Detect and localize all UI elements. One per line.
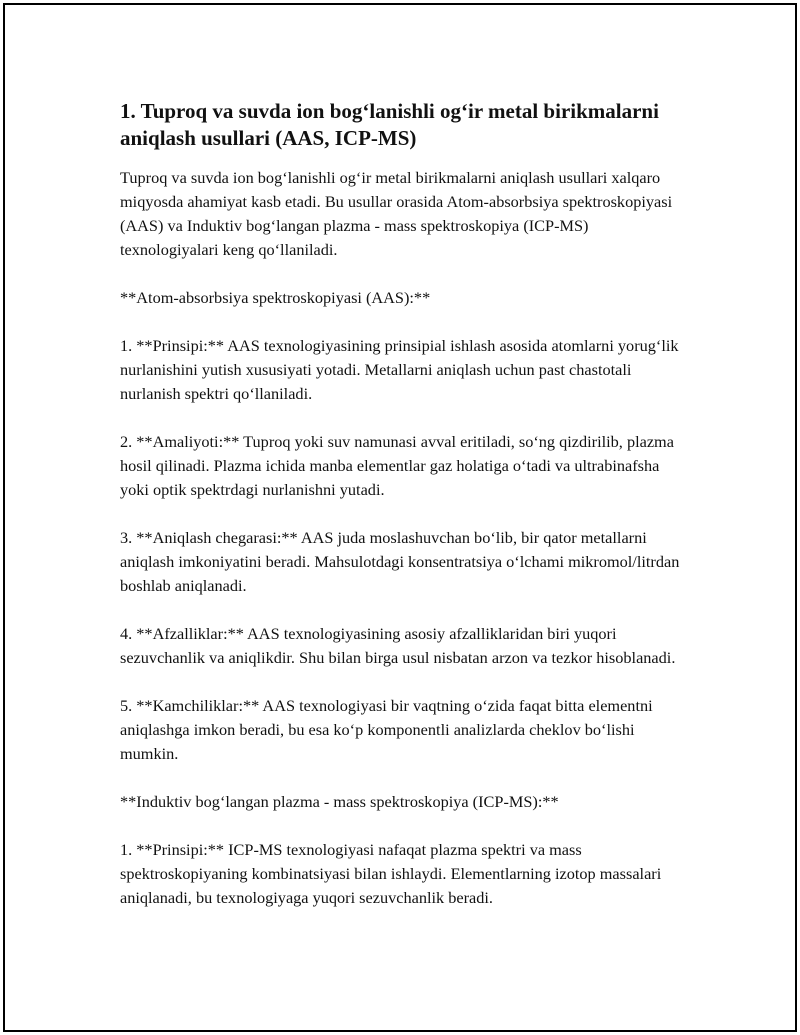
- document-title: 1. Tuproq va suvda ion bog‘lanishli og‘ir metal birikmalarni aniqlash usullari (AAS, ICP-MS): [120, 99, 659, 150]
- intro-paragraph: Tuproq va suvda ion bog‘lanishli og‘ir metal birikmalarni aniqlash usullari xalqaro miqyosda ahamiyat kasb etadi. Bu usullar orasida Atom-absorbsiya spektroskopiyasi (AAS) va Induktiv bog‘langan plazma - mass spektroskopiya (ICP-MS) texnologiyalari keng qo‘llaniladi.: [120, 168, 673, 259]
- aas-principle-paragraph: 1. **Prinsipi:** AAS texnologiyasining prinsipial ishlash asosida atomlarni yorug‘lik nurlanishini yutish xususiyati yotadi. Metallarni aniqlash uchun past chastotali nurlanish spektri qo‘llaniladi.: [120, 336, 679, 403]
- aas-detection-limit-paragraph: 3. **Aniqlash chegarasi:** AAS juda moslashuvchan bo‘lib, bir qator metallarni aniqlash imkoniyatini beradi. Mahsulotdagi konsentratsiya o‘lchami mikromol/litrdan boshlab aniqlanadi.: [120, 528, 680, 595]
- document-content: [120, 98, 680, 934]
- icpms-principle-paragraph: 1. **Prinsipi:** ICP-MS texnologiyasi nafaqat plazma spektri va mass spektroskopiyaning kombinatsiyasi bilan ishlaydi. Elementlarning izotop massalari aniqlanadi, bu texnologiyaga yuqori sezuvchanlik beradi.: [120, 840, 662, 907]
- aas-section-heading: **Atom-absorbsiya spektroskopiyasi (AAS):**: [120, 288, 431, 307]
- document-page: [3, 3, 797, 1032]
- aas-advantages-paragraph: 4. **Afzalliklar:** AAS texnologiyasining asosiy afzalliklaridan biri yuqori sezuvchanlik va aniqlikdir. Shu bilan birga usul nisbatan arzon va tezkor hisoblanadi.: [120, 624, 676, 667]
- aas-disadvantages-paragraph: 5. **Kamchiliklar:** AAS texnologiyasi bir vaqtning o‘zida faqat bitta elementni aniqlashga imkon beradi, bu esa ko‘p komponentli analizlarda cheklov bo‘lishi mumkin.: [120, 696, 653, 763]
- icpms-section-heading: **Induktiv bog‘langan plazma - mass spektroskopiya (ICP-MS):**: [120, 792, 559, 811]
- aas-practice-paragraph: 2. **Amaliyoti:** Tuproq yoki suv namunasi avval eritiladi, so‘ng qizdirilib, plazma hosil qilinadi. Plazma ichida manba elementlar gaz holatiga o‘tadi va ultrabinafsha yoki optik spektrdagi nurlanishni yutadi.: [120, 432, 674, 499]
